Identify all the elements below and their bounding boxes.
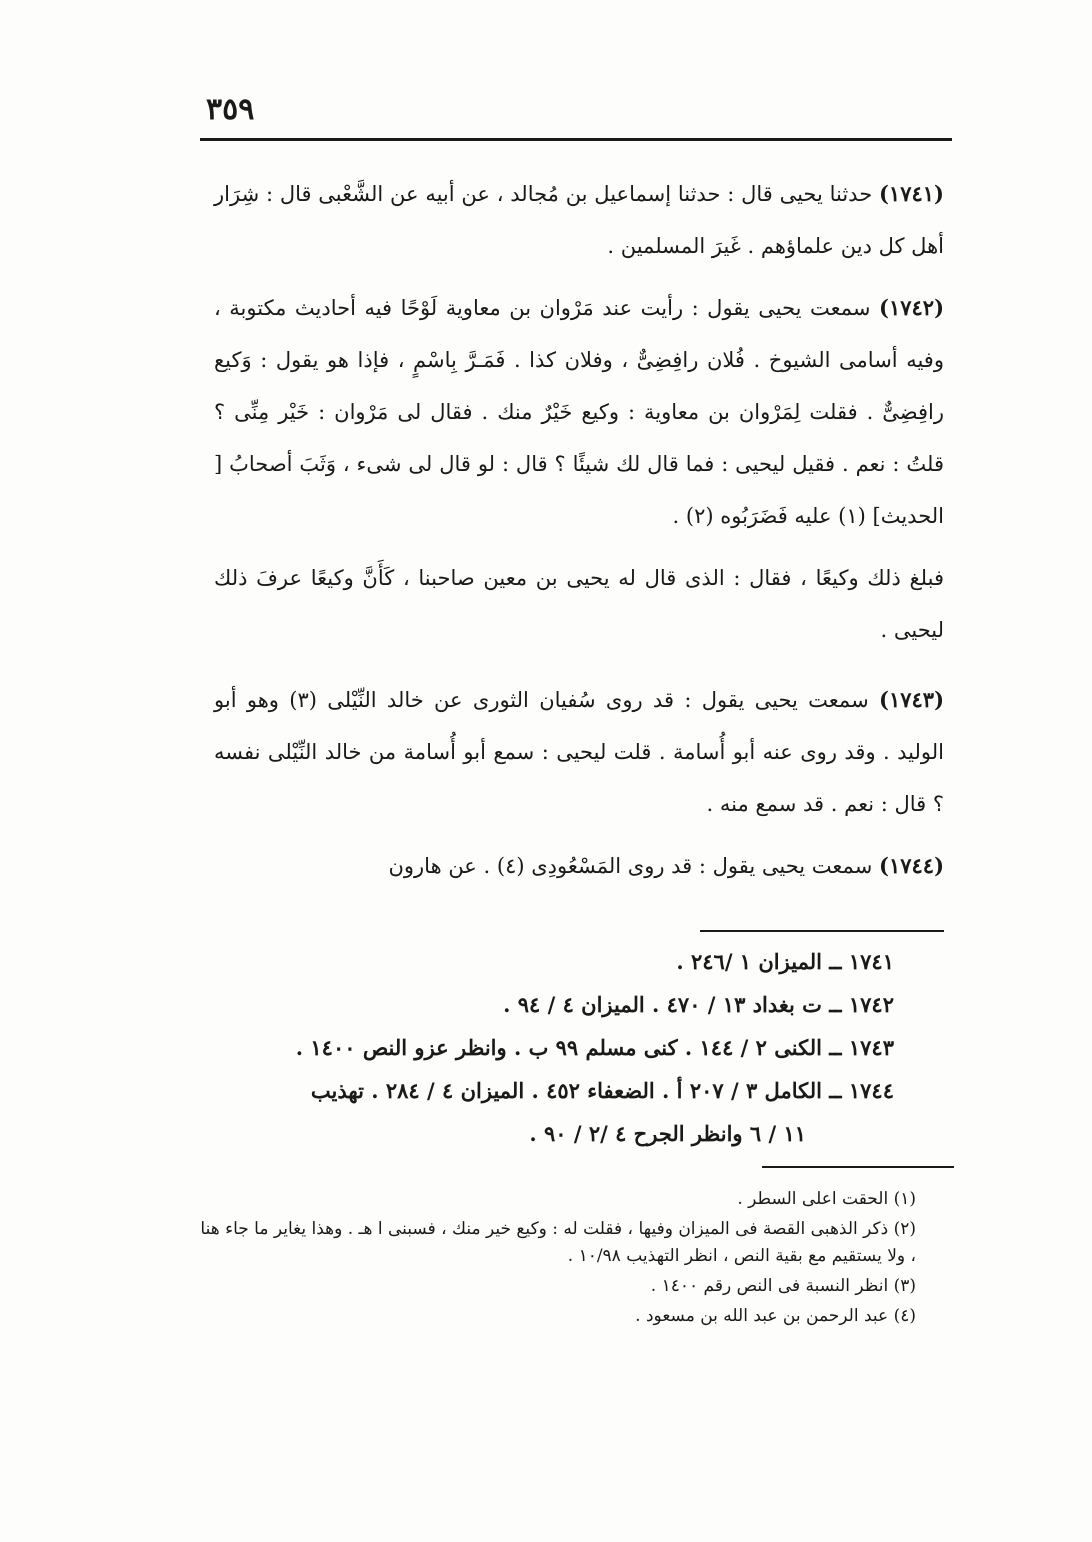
footnote-1: (١) الحقت اعلى السطر . [737,1189,916,1209]
source-line: ١٧٤٤ ــ الكامل ٣ / ٢٠٧ أ . الضعفاء ٤٥٢ . الميزان ٤ / ٢٨٤ . تهذيب [310,1078,894,1103]
main-text [214,168,944,902]
source-line: ١٧٤٣ ــ الكنى ٢ / ١٤٤ . كنى مسلم ٩٩ ب . وانظر عزو النص ١٤٠٠ . [295,1035,894,1060]
footnote-3: (٣) انظر النسبة فى النص رقم ١٤٠٠ . [650,1276,916,1296]
sources-divider [700,930,944,932]
footnote-4: (٤) عبد الرحمن بن عبد الله بن مسعود . [635,1306,916,1326]
footnotes-divider [762,1166,954,1168]
entry-1743 [214,674,944,830]
entry-1742 [214,282,944,542]
entry-text: حدثنا يحيى قال : حدثنا إسماعيل بن مُجالد ، عن أبيه عن الشَّعْبى قال : شِرَار أهل كل دين علماؤهم . غَيرَ المسلمين . [214,182,944,258]
entry-text: سمعت يحيى يقول : رأيت عند مَرْوان بن معاوية لَوْحًا فيه أحاديث مكتوبة ، وفيه أسامى الشيوخ . فُلان رافِضِىٌّ ، وفلان كذا . فَمَـرَّ بِاسْمٍ ، فإذا هو يقول : وَكيع رافِضِىٌّ . فقلت لِمَرْوان بن معاوية : وكيع خَيْرٌ منك . فقال لى مَرْوان : خَيْر مِنِّى ؟ قلتُ : نعم . فقيل ليحيى : فما قال لك شيئًا ؟ قال : لو قال لى شىء ، وَثَبَ أصحابُ [ الحديث] (١) عليه فَضَرَبُوه (٢) . [214,296,944,528]
entry-number: (١٧٤٣) [879,687,944,712]
entry-text: سمعت يحيى يقول : قد روى المَسْعُودِى (٤) . عن هارون [388,854,873,878]
entry-number: (١٧٤١) [878,181,944,206]
entry-number: (١٧٤٤) [879,853,944,878]
entry-1741 [214,168,944,272]
footnotes [196,1186,956,1333]
footnote-2: (٢) ذكر الذهبى القصة فى الميزان وفيها ، فقلت له : وكيع خير منك ، فسبنى ا هـ . وهذا يغاير ما جاء هنا ، ولا يستقيم مع بقية النص ، انظر التهذيب ١٠/٩٨ . [200,1219,916,1266]
source-line: ١٧٤١ ــ الميزان ١ /٢٤٦ . [676,949,894,974]
source-line: ١٧٤٢ ــ ت بغداد ١٣ / ٤٧٠ . الميزان ٤ / ٩٤ . [503,992,894,1017]
entry-text: سمعت يحيى يقول : قد روى سُفيان الثورى عن خالد النِّيْلى (٣) وهو أبو الوليد . وقد روى عنه أبو أُسامة . قلت ليحيى : سمع أبو أُسامة من خالد النِّيْلى نفسه ؟ قال : نعم . قد سمع منه . [214,688,944,816]
page-number: ٣٥٩ [206,92,255,127]
source-line-continuation: ١١ / ٦ وانظر الجرح ٤ /٢ / ٩٠ . [529,1121,806,1146]
entry-text: فبلغ ذلك وكيعًا ، فقال : الذى قال له يحيى بن معين صاحبنا ، كَأَنَّ وكيعًا عرفَ ذلك ليحيى . [214,566,944,642]
entry-number: (١٧٤٢) [879,295,944,320]
header-rule [200,138,952,141]
source-references [214,940,894,1155]
entry-1742-continuation [214,552,944,656]
entry-1744 [214,840,944,892]
